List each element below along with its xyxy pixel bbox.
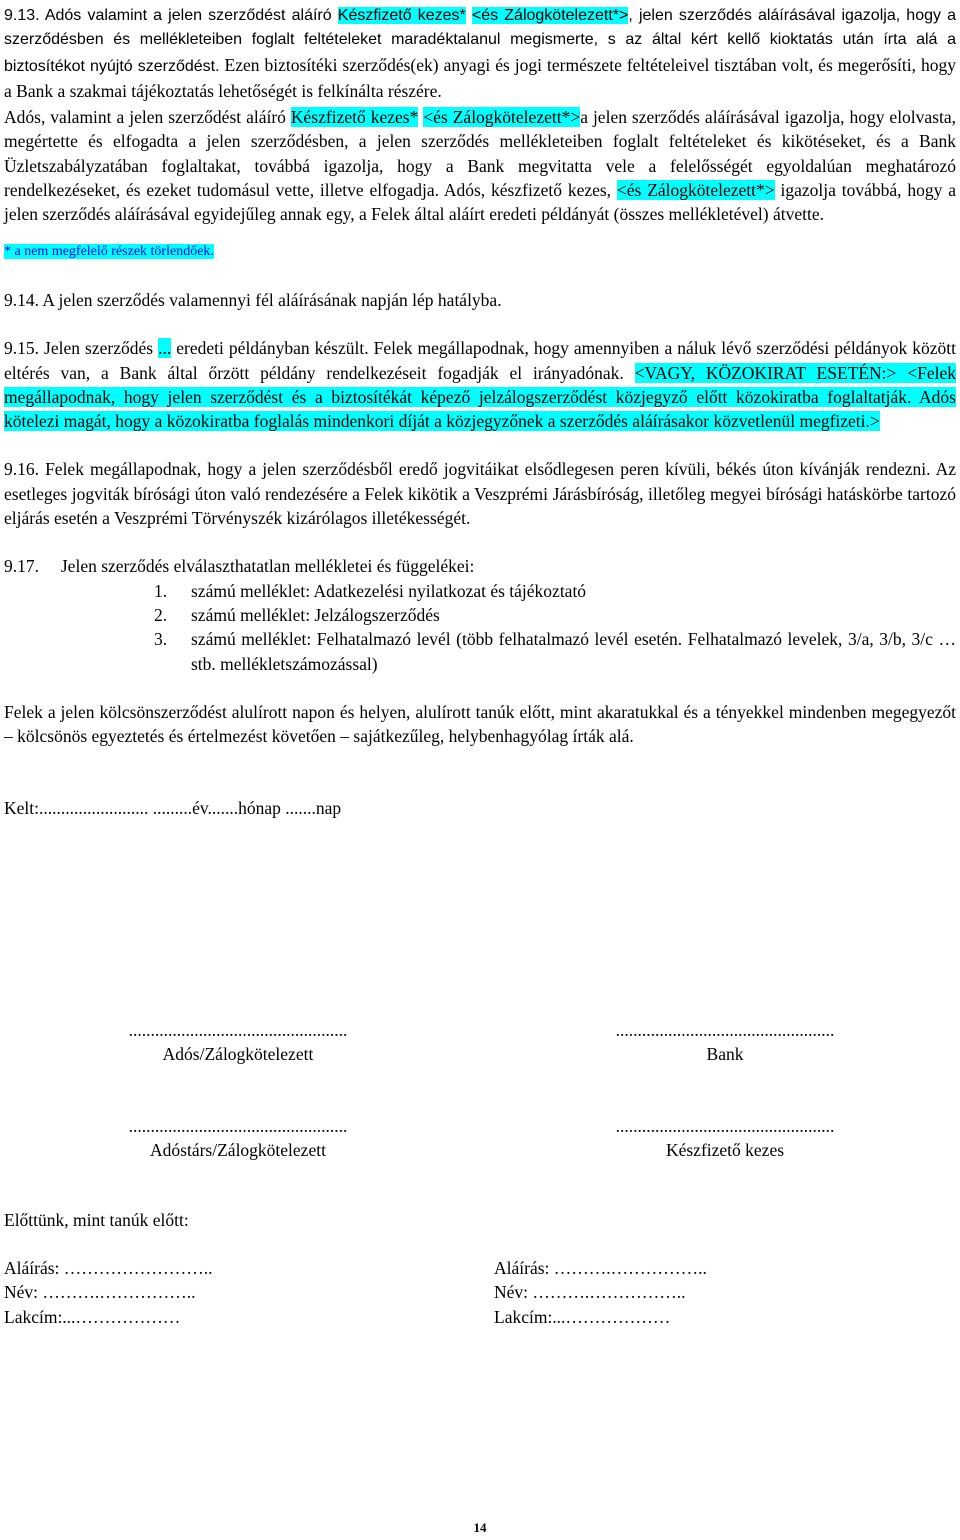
signature-line: .................................................. [615, 1116, 835, 1136]
paragraph-9-13-confirmation: Adós, valamint a jelen szerződést aláíró Készfizető kezes* <és Zálogkötelezett*>a jelen szerződés aláírásával igazolja, hogy elolvasta, megértette és elfogadta a jelen szerződésben, a jelen szerződés mellékleteiben foglalt feltételeket és kikötéseket, és a Bank Üzletszabályzatában foglaltakat, továbbá igazolja, hogy a Bank megvitatta vele a felelősségét egyoldalúan meghatározó rendelkezéseket, és ezeket tudomásul vette, illetve elfogadja. Adós, készfizető kezes, <és Zálogkötelezett*> igazolja továbbá, hogy a jelen szerződés aláírásával egyidejűleg annak egy, a Felek által aláírt eredeti példányát (összes mellékletével) átvette. [4, 107, 957, 225]
witness-name-field: Név: ……….…………….. [4, 1282, 196, 1303]
signature-block-co-debtor [78, 1114, 398, 1163]
page-number: 14 [473, 1520, 487, 1535]
signature-label: Adós/Zálogkötelezett [162, 1044, 314, 1065]
closing-paragraph: Felek a jelen kölcsönszerződést alulírott napon és helyen, alulírott tanúk előtt, mint akaratukkal és a tényekkel mindenben megegyezőt – kölcsönös egyeztetés és értelmezést követően – sajátkezűleg, helybenhagyólag írták alá. [4, 701, 956, 747]
highlight-zalogkotelezett: <és Zálogkötelezett*> [471, 7, 629, 24]
annex-list [4, 579, 956, 676]
date-line: Kelt:......................... .........év.......hónap .......nap [4, 798, 342, 819]
paragraph-9-14: 9.14. A jelen szerződés valamennyi fél aláírásának napján lép hatályba. [4, 289, 502, 310]
signature-line: .................................................. [128, 1020, 348, 1040]
highlight-keszfizeto-kezes: Készfizető kezes* [337, 7, 466, 24]
signature-block-guarantor [565, 1114, 885, 1163]
paragraph-9-17-heading: 9.17. Jelen szerződés elválaszthatatlan mellékletei és függelékei: [4, 556, 475, 577]
witness-left [4, 1256, 213, 1329]
witness-address-field: Lakcím:...……………… [494, 1306, 671, 1327]
deletion-note: * a nem megfelelő részek törlendőek. [4, 243, 214, 259]
witness-right [494, 1256, 707, 1329]
witnesses-heading: Előttünk, mint tanúk előtt: [4, 1210, 189, 1230]
highlight-copies-count: ... [158, 338, 172, 359]
witness-name-field: Név: ……….…………….. [494, 1282, 686, 1303]
signature-block-bank [565, 1018, 885, 1067]
signature-block-debtor [78, 1018, 398, 1067]
highlight-keszfizeto-kezes-2: Készfizető kezes* [290, 107, 419, 128]
paragraph-9-16: 9.16. Felek megállapodnak, hogy a jelen szerződésből eredő jogvitáikat elsődlegesen peren kívüli, békés úton kívánják rendezni. Az esetleges jogviták bírósági úton való rendezésére a Felek kikötik a Veszprémi Járásbíróság, illetőleg megyei bírósági hatáskörbe tartozó eljárás esetén a Veszprémi Törvényszék kizárólagos illetékességét. [4, 459, 956, 529]
paragraph-9-13-intro: 9.13. Adós valamint a jelen szerződést aláíró Készfizető kezes* <és Zálogkötelezett*>, jelen szerződés aláírásával igazolja, hogy a szerződésben és mellékleteiben foglalt feltételeket maradéktalanul megismerte, s az által kért kellő kioktatás után írta alá a biztosítékot nyújtó szerződést. Ezen biztosítéki szerződés(ek) anyagi és jogi természete feltételeivel tisztában volt, és megerősíti, hogy a Bank a szakmai tájékoztatás lehetőségét is felkínálta részére. [4, 7, 957, 101]
signature-line: .................................................. [615, 1020, 835, 1040]
highlight-zalogkotelezett-3: <és Zálogkötelezett*> [616, 180, 775, 201]
list-item: 1. számú melléklet: Adatkezelési nyilatkozat és tájékoztató [154, 580, 587, 601]
signature-label: Bank [706, 1044, 744, 1065]
list-item: 3. számú melléklet: Felhatalmazó levél (több felhatalmazó levél esetén. Felhatalmazó levelek, 3/a, 3/b, 3/c …stb. mellékletszámozással) [154, 629, 956, 674]
signature-line: .................................................. [128, 1116, 348, 1136]
signature-label: Készfizető kezes [665, 1140, 785, 1161]
highlight-zalogkotelezett-2: <és Zálogkötelezett*> [423, 107, 581, 128]
paragraph-9-15: 9.15. Jelen szerződés ... eredeti példányban készült. Felek megállapodnak, hogy amennyiben a náluk lévő szerződési példányok között eltérés van, a Bank által őrzött példány rendelkezéseit fogadják el irányadónak. <VAGY, KÖZOKIRAT ESETÉN:> <Felek megállapodnak, hogy jelen szerződést és a biztosítékát képező jelzálogszerződést közjegyző előtt közokiratba foglaltatják. Adós kötelezi magát, hogy a közokiratba foglalás mindenkori díját a közjegyzőnek a szerződés aláírásakor közvetlenül megfizeti.> [4, 338, 956, 432]
list-item: 2. számú melléklet: Jelzálogszerződés [154, 604, 440, 625]
signature-label: Adóstárs/Zálogkötelezett [150, 1140, 326, 1161]
highlight-notarial-deed: <VAGY, KÖZOKIRAT ESETÉN:> <Felek megállapodnak, hogy jelen szerződést és a biztosítékát képező jelzálogszerződést közjegyző előtt közokiratba foglaltatják. Adós kötelezi magát, hogy a közokiratba foglalás mindenkori díját a közjegyzőnek a szerződés aláírásakor közvetlenül megfizeti.> [4, 362, 956, 432]
witness-signature-field: Aláírás: …………………….. [4, 1258, 213, 1278]
document-page [4, 4, 956, 821]
witness-address-field: Lakcím:...……………… [4, 1306, 181, 1327]
witness-signature-field: Aláírás: ……….…………….. [494, 1258, 707, 1278]
